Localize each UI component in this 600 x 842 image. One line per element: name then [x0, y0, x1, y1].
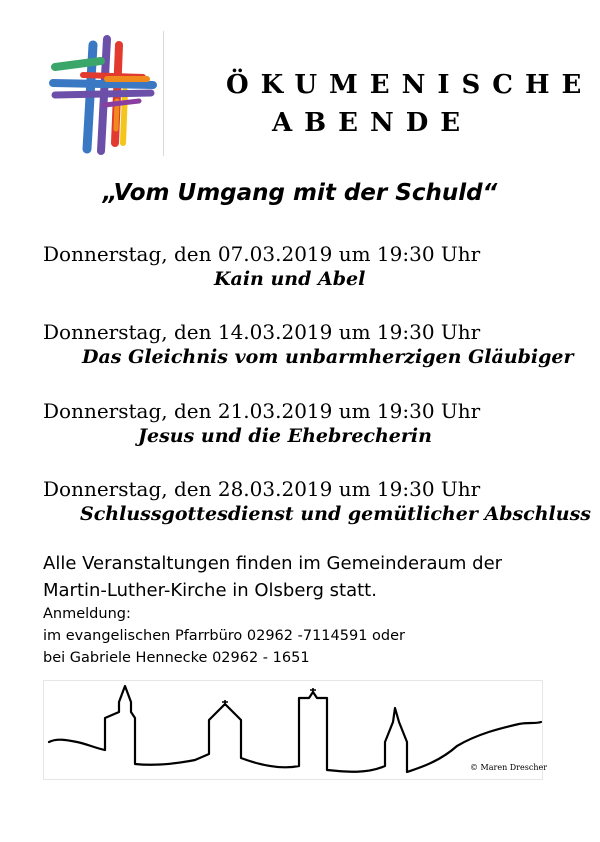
illustration-credit: © Maren Drescher [470, 763, 548, 772]
event-1-topic: Kain und Abel [214, 268, 366, 290]
venue-line-1: Alle Veranstaltungen finden im Gemeinderaum der [43, 553, 503, 574]
event-3-date: Donnerstag, den 21.03.2019 um 19:30 Uhr [43, 399, 481, 423]
event-4-date: Donnerstag, den 28.03.2019 um 19:30 Uhr [43, 477, 481, 501]
event-2-topic: Das Gleichnis vom unbarmherzigen Gläubiger [82, 346, 574, 368]
event-1-date: Donnerstag, den 07.03.2019 um 19:30 Uhr [43, 242, 481, 266]
registration-line-1: im evangelischen Pfarrbüro 02962 -7114591 oder [43, 628, 405, 644]
series-subtitle: „Vom Umgang mit der Schuld“ [102, 180, 498, 206]
registration-label: Anmeldung: [43, 606, 131, 622]
title-line-2: ABENDE [272, 108, 473, 138]
registration-line-2: bei Gabriele Hennecke 02962 - 1651 [43, 650, 310, 666]
title-line-1: ÖKUMENISCHE [226, 70, 594, 100]
event-3-topic: Jesus und die Ehebrecherin [138, 425, 432, 447]
ecumenical-cross-logo [43, 31, 165, 156]
town-skyline-drawing [43, 680, 543, 780]
logo-frame-line [163, 31, 164, 156]
venue-line-2: Martin-Luther-Kirche in Olsberg statt. [43, 580, 377, 601]
event-2-date: Donnerstag, den 14.03.2019 um 19:30 Uhr [43, 320, 481, 344]
event-4-topic: Schlussgottesdienst und gemütlicher Abschluss [80, 503, 591, 525]
